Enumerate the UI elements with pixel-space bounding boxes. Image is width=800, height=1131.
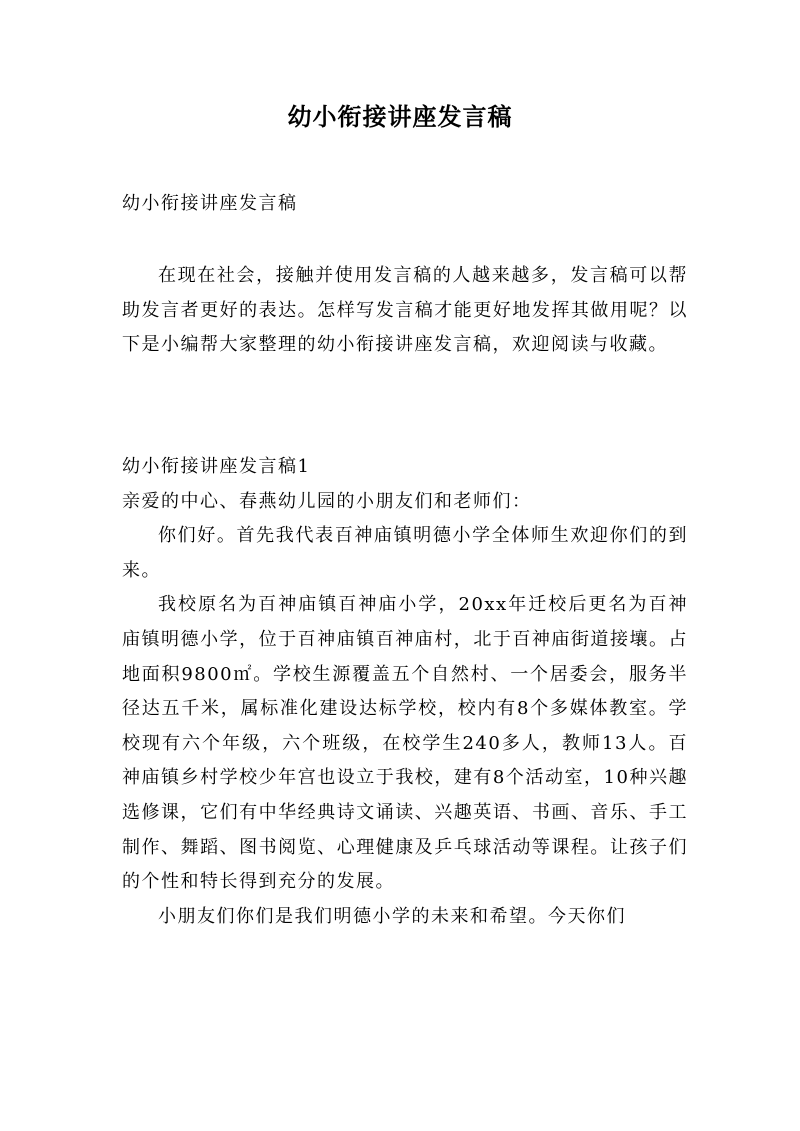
intro-paragraph: 在现在社会，接触并使用发言稿的人越来越多，发言稿可以帮助发言者更好的表达。怎样写发言稿才能更好地发挥其做用呢？以下是小编帮大家整理的幼小衔接讲座发言稿，欢迎阅读与收藏。 (122, 265, 688, 356)
body-paragraph-future: 小朋友们你们是我们明德小学的未来和希望。今天你们 (158, 905, 626, 927)
speech-section (122, 450, 688, 934)
document-title: 幼小衔接讲座发言稿 (287, 102, 513, 131)
subtitle-text: 幼小衔接讲座发言稿 (122, 193, 298, 214)
body-paragraph-greeting: 你们好。首先我代表百神庙镇明德小学全体师生欢迎你们的到来。 (122, 525, 688, 581)
section-heading: 幼小衔接讲座发言稿1 (122, 456, 311, 477)
salutation: 亲爱的中心、春燕幼儿园的小朋友们和老师们： (122, 490, 532, 512)
intro-paragraph-block (122, 259, 688, 363)
document-subtitle (122, 187, 688, 222)
body-paragraph-school-intro: 我校原名为百神庙镇百神庙小学，20xx年迁校后更名为百神庙镇明德小学，位于百神庙镇百神庙村，北于百神庙街道接壤。占地面积9800㎡。学校生源覆盖五个自然村、一个居委会，服务半径达五千米，属标准化建设达标学校，校内有8个多媒体教室。学校现有六个年级，六个班级，在校学生240多人，教师13人。百神庙镇乡村学校少年宫也设立于我校，建有8个活动室，10种兴趣选修课，它们有中华经典诗文诵读、兴趣英语、书画、音乐、手工制作、舞蹈、图书阅览、心理健康及乒乓球活动等课程。让孩子们的个性和特长得到充分的发展。 (122, 594, 688, 893)
